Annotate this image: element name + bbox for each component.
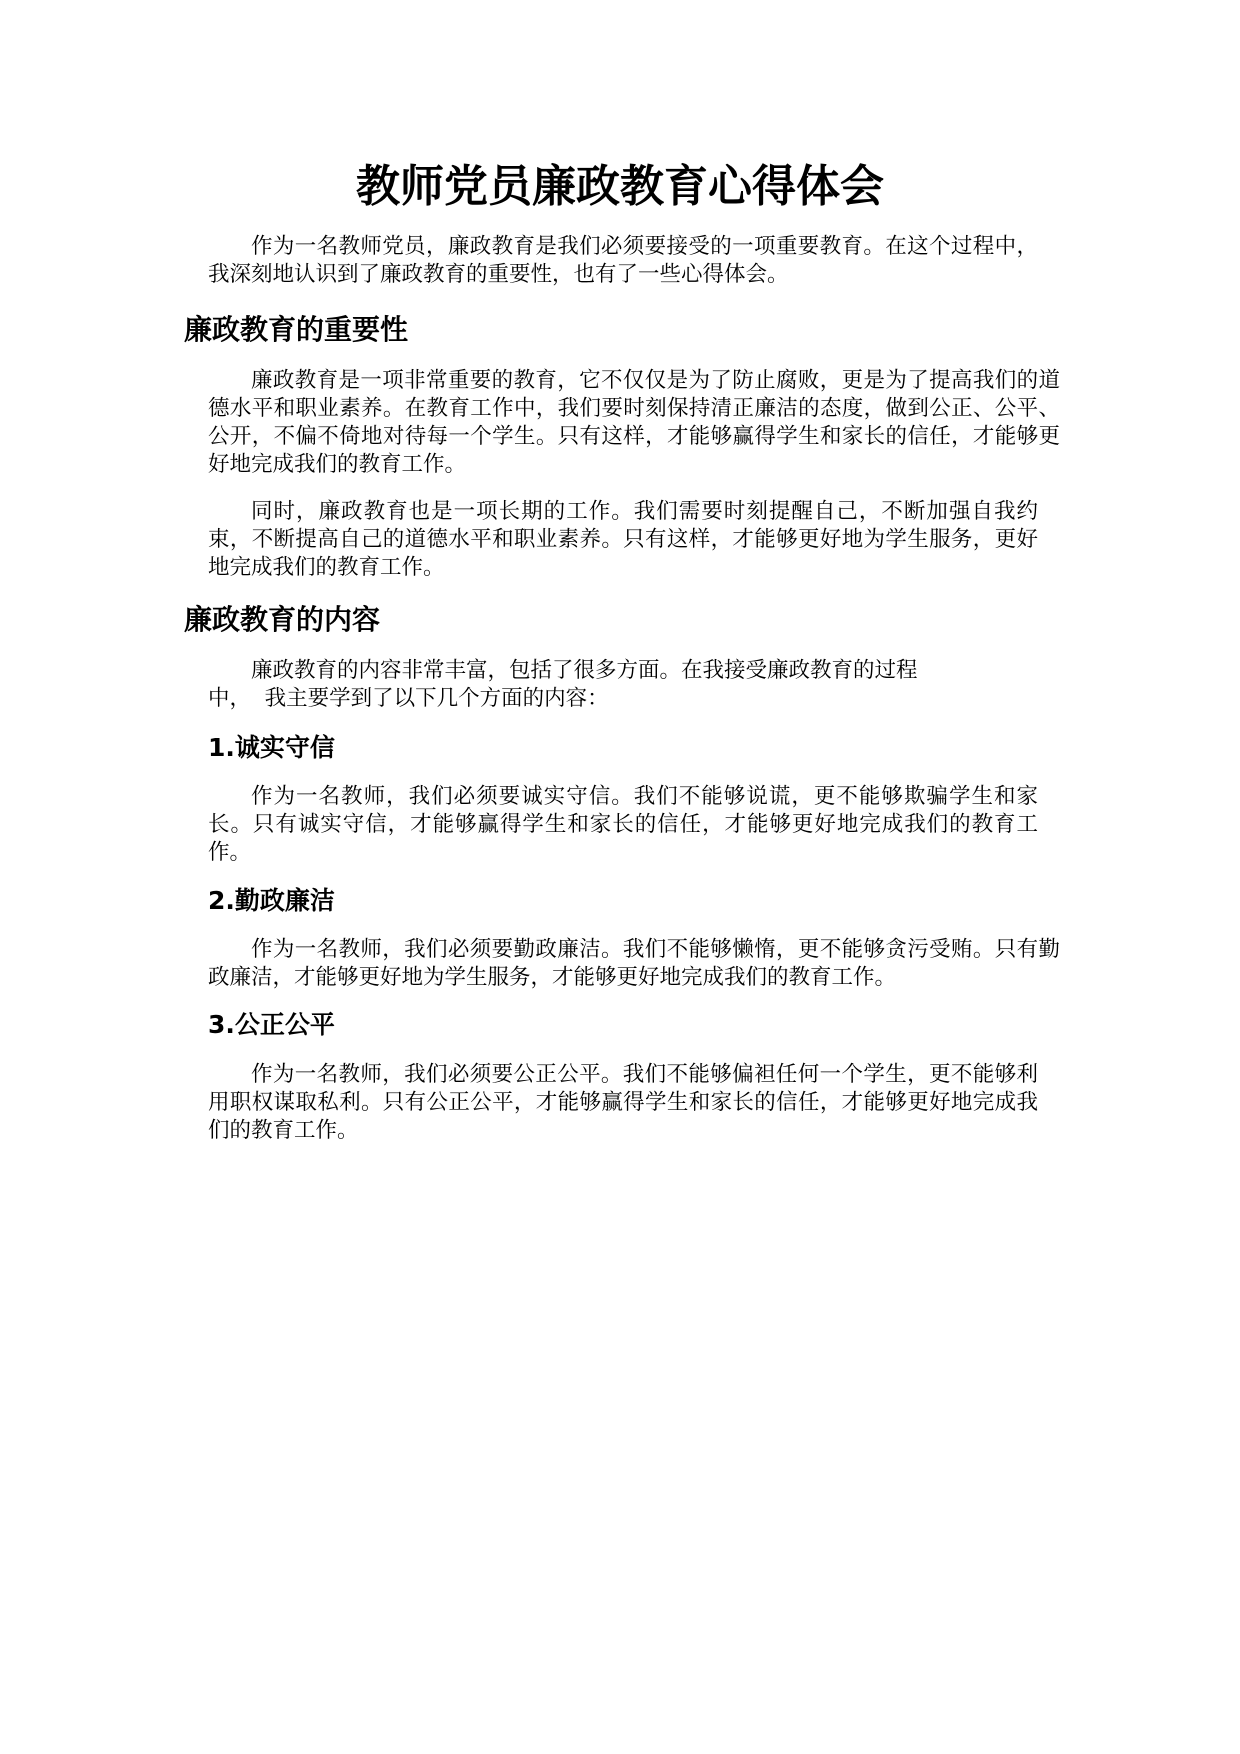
importance-paragraph-2: 同时，廉政教育也是一项长期的工作。我们需要时刻提醒自己，不断加强自我约束，不断提高自己的道德水平和职业素养。只有这样，才能够更好地为学生服务，更好地完成我们的教育工作。 [208,499,1038,580]
item-text-fairness: 作为一名教师，我们必须要公正公平。我们不能够偏袒任何一个学生，更不能够利用职权谋取私利。只有公正公平，才能够赢得学生和家长的信任，才能够更好地完成我们的教育工作。 [208,1062,1038,1143]
section-heading-content: 廉政教育的内容 [184,603,381,636]
content-intro-line-2: 中， 我主要学到了以下几个方面的内容： [208,686,609,711]
item-heading-fairness: 3.公正公平 [208,1010,335,1039]
item-text-diligence: 作为一名教师，我们必须要勤政廉洁。我们不能够懒惰，更不能够贪污受贿。只有勤政廉洁，才能够更好地为学生服务，才能够更好地完成我们的教育工作。 [208,937,1060,990]
intro-paragraph: 作为一名教师党员，廉政教育是我们必须要接受的一项重要教育。在这个过程中，我深刻地认识到了廉政教育的重要性，也有了一些心得体会。 [208,234,1038,287]
item-heading-honesty: 1.诚实守信 [208,733,335,762]
content-intro-line-1: 廉政教育的内容非常丰富，包括了很多方面。在我接受廉政教育的过程 [251,658,918,683]
item-heading-diligence: 2.勤政廉洁 [208,886,335,915]
importance-paragraph-1: 廉政教育是一项非常重要的教育，它不仅仅是为了防止腐败，更是为了提高我们的道德水平和职业素养。在教育工作中，我们要时刻保持清正廉洁的态度，做到公正、公平、公开，不偏不倚地对待每一个学生。只有这样，才能够赢得学生和家长的信任，才能够更好地完成我们的教育工作。 [208,368,1060,477]
section-heading-importance: 廉政教育的重要性 [184,313,409,346]
document-title: 教师党员廉政教育心得体会 [356,161,884,212]
item-text-honesty: 作为一名教师，我们必须要诚实守信。我们不能够说谎，更不能够欺骗学生和家长。只有诚实守信，才能够赢得学生和家长的信任，才能够更好地完成我们的教育工作。 [208,784,1038,865]
